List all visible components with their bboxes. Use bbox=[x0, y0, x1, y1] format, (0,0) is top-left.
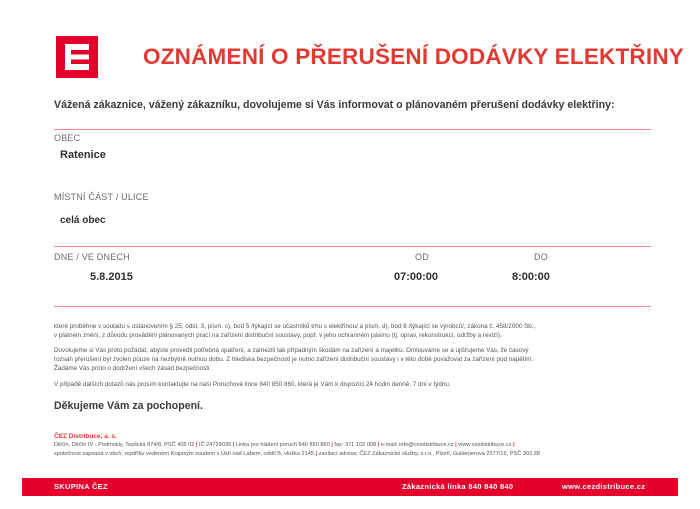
body-paragraph bbox=[54, 380, 654, 389]
dne-label: DNE / VE DNECH bbox=[54, 252, 130, 262]
divider bbox=[54, 129, 651, 130]
od-value: 07:00:00 bbox=[394, 271, 439, 283]
company-registry-line: společnost zapsaná v obch. rejstříku vedeném Krajským soudem v Ústí nad Labem, oddíl B, vložka 2145 | zasílací adresa: ČEZ Zákaznické služby, s.r.o., Plzeň, Guldenerova 2577/19, PSČ 303 28 bbox=[54, 451, 540, 457]
body-paragraph bbox=[54, 322, 654, 340]
footer-hotline: Zákaznická linka 840 840 840 bbox=[402, 482, 514, 491]
do-label: DO bbox=[534, 252, 548, 262]
footer-group: SKUPINA ČEZ bbox=[54, 482, 108, 491]
body-line: v platném znění, z důvodu provádění plánovaných prací na zařízení distribuční soustavy, popř. v jeho ochranném pásmu (tj. oprav, rekonstrukcí, údržby a revizí). bbox=[54, 332, 502, 339]
thanks-text: Děkujeme Vám za pochopení. bbox=[54, 400, 203, 412]
company-mailing: zasílací adresa: ČEZ Zákaznické služby, s.r.o., Plzeň, Guldenerova 2577/19, PSČ 303 28 bbox=[318, 451, 540, 457]
divider bbox=[54, 306, 651, 307]
body-paragraph bbox=[54, 346, 654, 373]
cez-logo-icon bbox=[56, 36, 98, 78]
company-web: www.cezdistribuce.cz bbox=[458, 442, 512, 448]
body-line: Žádáme Vás proto o dodržení všech zásad bezpečnosti. bbox=[54, 365, 212, 372]
company-contact-line: Děčín, Děčín IV - Podmokly, Teplická 874/8, PSČ 405 02 | IČ 24729035 | Linka pro hlášení poruch 840 850 860 | fax: 371 102 008 | e-mail: info@cezdistribuce.cz | www.cezdistribuce.cz | bbox=[54, 442, 515, 448]
obec-value: Ratenice bbox=[60, 149, 106, 161]
company-hotline: Linka pro hlášení poruch 840 850 860 bbox=[235, 442, 330, 448]
ulice-label: MÍSTNÍ ČÁST / ULICE bbox=[54, 192, 149, 202]
salutation: Vážená zákaznice, vážený zákazníku, dovolujeme si Vás informovat o plánovaném přerušení dodávky elektřiny: bbox=[54, 99, 615, 111]
ulice-value: celá obec bbox=[60, 215, 106, 226]
body-line: rozsah přerušení byl zvolen pouze na nezbytně nutnou dobu. Z hlediska bezpečnosti je nutno zařízení distribuční soustavy i v této době považovat za zařízení pod napětím. bbox=[54, 356, 534, 363]
body-line: které proběhne v souladu s ustanovením § 25, odst. 3, písm. c), bod 5 /týkající se účastníků trhu s elektřinou/ a písm. d), bod 6 /týkající se výrobců/, zákona č. 458/2000 Sb., bbox=[54, 323, 536, 330]
company-email: e-mail: info@cezdistribuce.cz bbox=[380, 442, 454, 448]
company-name: ČEZ Distribuce, a. s. bbox=[54, 433, 117, 440]
dne-value: 5.8.2015 bbox=[90, 271, 133, 283]
od-label: OD bbox=[415, 252, 429, 262]
footer-web: www.cezdistribuce.cz bbox=[562, 482, 646, 491]
company-address: Děčín, Děčín IV - Podmokly, Teplická 874/8, PSČ 405 02 bbox=[54, 442, 195, 448]
do-value: 8:00:00 bbox=[512, 271, 550, 283]
divider bbox=[54, 246, 651, 247]
company-registry: společnost zapsaná v obch. rejstříku vedeném Krajským soudem v Ústí nad Labem, oddíl B, vložka 2145 bbox=[54, 451, 314, 457]
page-title: OZNÁMENÍ O PŘERUŠENÍ DODÁVKY ELEKTŘINY bbox=[143, 44, 684, 69]
company-fax: fax: 371 102 008 bbox=[334, 442, 377, 448]
body-line: Dovolujeme si Vás proto požádat, abyste provedli potřebná opatření, a zamezili tak případným škodám na zařízení a majetku. Omlouváme se a ujišťujeme Vás, že časový bbox=[54, 347, 529, 354]
body-line: V případě dalších dotazů nás prosím kontaktujte na naší Poruchové lince 840 850 860, která je Vám k dispozici 24 hodin denně, 7 dní v týdnu. bbox=[54, 381, 451, 388]
obec-label: OBEC bbox=[54, 133, 81, 143]
company-ic: IČ 24729035 bbox=[199, 442, 232, 448]
footer-bar bbox=[22, 478, 678, 496]
